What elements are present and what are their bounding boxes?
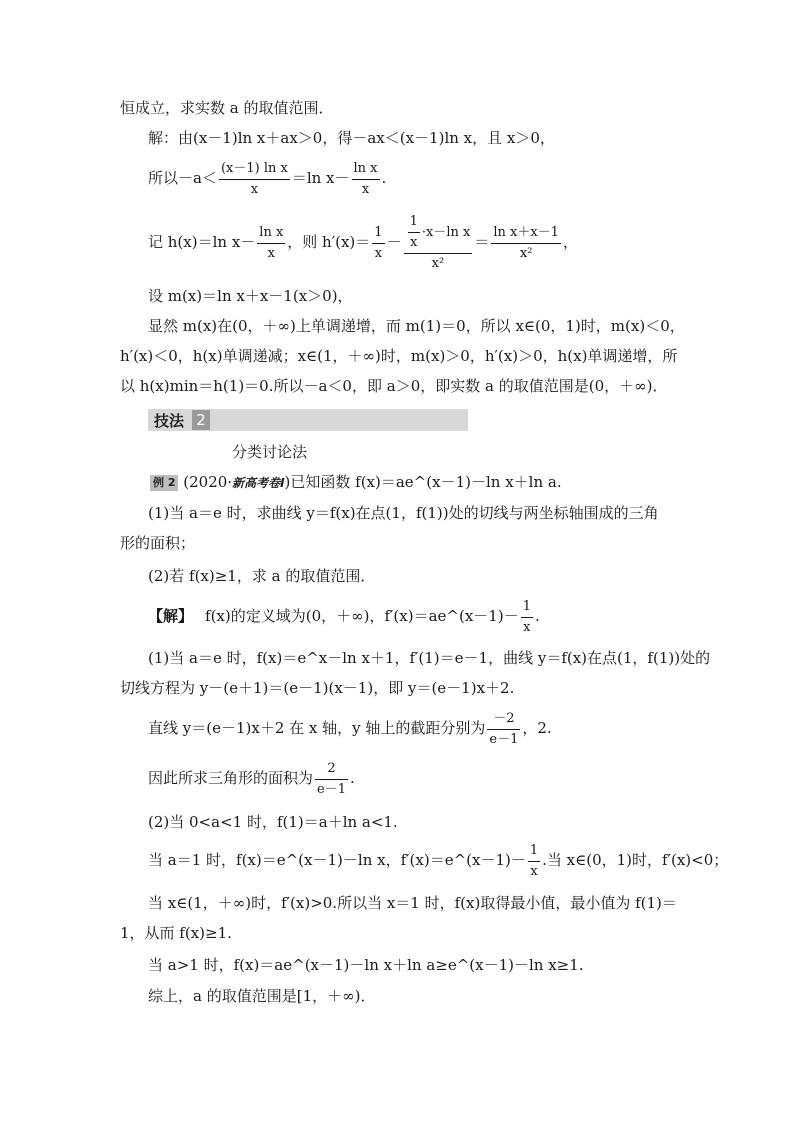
fraction [315, 760, 348, 799]
text-line: (2)若 f(x)≥1，求 a 的取值范围． [148, 567, 376, 585]
fraction [528, 842, 540, 881]
numerator: 1 [529, 842, 539, 858]
numerator: (x－1) ln x [220, 160, 288, 176]
solution-tag: 【解】 [148, 607, 194, 625]
denominator: e－1 [315, 779, 348, 799]
denominator: x [352, 179, 380, 199]
formula-line [148, 840, 728, 881]
denominator: x [521, 617, 533, 637]
text-line: 当 x∈(1，＋∞)时，f′(x)>0.所以当 x＝1 时，f(x)取得最小值，最小值为 f(1)＝ [148, 894, 677, 912]
fraction [408, 213, 420, 252]
text-line: h′(x)＜0，h(x)单调递减；x∈(1，＋∞)时，m(x)＞0，h′(x)＞0，h(x)单调递增，所 [120, 347, 678, 365]
formula-text: ，则 h′(x)＝ [287, 233, 371, 251]
formula-text: ，2. [522, 719, 552, 737]
fraction [219, 160, 290, 199]
section-header [148, 409, 468, 431]
denominator: x² [404, 253, 473, 273]
formula-line [148, 758, 355, 799]
numerator [404, 213, 473, 253]
denominator: e－1 [487, 729, 520, 749]
text-line: (1)当 a＝e 时，f(x)＝e^x－ln x＋1，f′(1)＝e－1，曲线 y＝f(x)在点(1，f(1))处的 [148, 649, 711, 667]
denominator: x [408, 232, 420, 252]
section-title: 技法 [154, 412, 185, 430]
formula-line [148, 158, 386, 199]
fraction [521, 598, 533, 637]
formula-line [148, 708, 552, 749]
numerator: 1 [522, 598, 531, 614]
text-line: 以 h(x)min＝h(1)＝0.所以－a＜0，即 a＞0，即实数 a 的取值范围是(0，＋∞)． [120, 377, 668, 395]
formula-text: － [386, 233, 402, 251]
numerator: －2 [493, 710, 515, 726]
formula-text: ＝ln x－ [291, 169, 350, 187]
formula-text: ＝ [474, 233, 490, 251]
text-line: 恒成立，求实数 a 的取值范围． [120, 99, 334, 117]
denominator: x [528, 861, 540, 881]
text-line: 设 m(x)＝ln x＋x－1(x＞0)， [148, 287, 353, 305]
example-tag: 例 2 [150, 475, 178, 491]
example-source: 新高考卷Ⅰ [232, 476, 285, 490]
text-line: (2)当 0<a<1 时，f(1)＝a＋ln a<1. [148, 813, 398, 831]
numerator: ln x [353, 160, 378, 176]
denominator: x [219, 179, 290, 199]
formula-line [148, 596, 540, 637]
text-line: 显然 m(x)在(0，＋∞)上单调递增，而 m(1)＝0，所以 x∈(0，1)时，m(x)＜0， [148, 317, 685, 335]
text-line: 综上，a 的取值范围是[1，＋∞)． [148, 987, 376, 1005]
formula-text: . [349, 769, 355, 787]
numerator: 1 [374, 224, 383, 240]
text-line: 当 a>1 时，f(x)＝ae^(x－1)－ln x＋ln a≥e^(x－1)－ln x≥1. [148, 956, 584, 974]
formula-text: .当 x∈(0，1)时，f′(x)<0； [542, 851, 729, 869]
example-line [150, 472, 562, 493]
formula-text: ·x－ln x [421, 225, 471, 240]
denominator: x² [491, 243, 561, 263]
numerator: 1 [409, 214, 418, 229]
fraction [404, 213, 473, 273]
section-name: 分类讨论法 [232, 443, 308, 461]
formula-text: . [381, 169, 387, 187]
text-line: 1，从而 f(x)≥1. [120, 924, 232, 942]
formula-text: 记 h(x)＝ln x－ [148, 233, 256, 251]
formula-text: 所以－a＜ [148, 169, 217, 187]
denominator: x [257, 243, 285, 263]
text-line: 解：由(x－1)ln x＋ax＞0，得－ax＜(x－1)ln x，且 x＞0， [148, 129, 555, 147]
numerator: ln x＋x－1 [493, 224, 559, 240]
denominator: x [372, 243, 384, 263]
example-year: (2020· [183, 473, 233, 491]
formula-text: . [534, 607, 540, 625]
numerator: ln x [259, 224, 284, 240]
formula-text: 当 a＝1 时，f(x)＝e^(x－1)－ln x，f′(x)＝e^(x－1)－ [148, 851, 526, 869]
fraction [257, 224, 285, 263]
formula-text: 因此所求三角形的面积为 [148, 769, 314, 787]
example-text: )已知函数 f(x)＝ae^(x－1)－ln x＋ln a. [284, 473, 562, 491]
fraction [491, 224, 561, 263]
text-line: (1)当 a＝e 时，求曲线 y＝f(x)在点(1，f(1))处的切线与两坐标轴围成的三角 [148, 504, 659, 522]
fraction [487, 710, 520, 749]
text-line: 形的面积； [120, 534, 196, 552]
formula-text: 直线 y＝(e－1)x＋2 在 x 轴，y 轴上的截距分别为 [148, 719, 486, 737]
formula-text: ， [562, 233, 578, 251]
formula-line [148, 212, 578, 273]
fraction [372, 224, 384, 263]
text-line: 切线方程为 y－(e＋1)＝(e－1)(x－1)，即 y＝(e－1)x＋2. [120, 679, 515, 697]
numerator: 2 [327, 760, 336, 776]
fraction [352, 160, 380, 199]
section-number: 2 [192, 410, 210, 430]
formula-text: f(x)的定义域为(0，＋∞)，f′(x)＝ae^(x－1)－ [205, 607, 519, 625]
